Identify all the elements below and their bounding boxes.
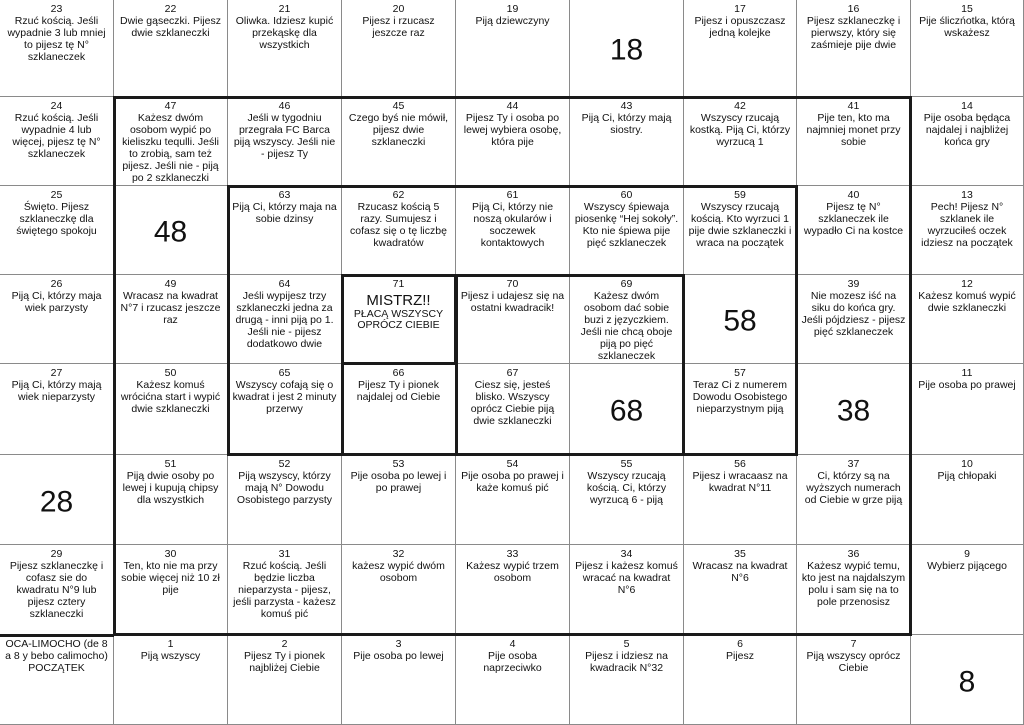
square-instruction: Każesz wypić temu, kto jest na najdalszym polu i sam się na to pole przenosisz (801, 560, 906, 608)
square-instruction: Pije osoba naprzeciwko (483, 650, 542, 674)
square-number: 2 (281, 638, 288, 650)
board-square-23 (0, 0, 114, 97)
square-number: 63 (278, 189, 291, 201)
square-number: 56 (734, 458, 746, 470)
square-number-large: 58 (723, 304, 757, 338)
square-instruction: Święto. Pijesz szklaneczkę dla świętego spokoju (16, 201, 97, 237)
square-number: 45 (392, 100, 405, 112)
board-square-65 (228, 364, 342, 455)
square-instruction: Wracasz na kwadrat N°7 i rzucasz jeszcze raz (120, 290, 221, 326)
board-square-60 (570, 186, 684, 275)
board-square-57 (684, 364, 797, 455)
square-instruction: Dwie gąseczki. Pijesz dwie szklaneczki (120, 15, 221, 39)
square-number: 20 (392, 3, 405, 15)
square-number: 52 (278, 458, 291, 470)
board-square-9 (911, 545, 1024, 635)
square-number-large: 8 (958, 664, 976, 698)
square-instruction: Pijesz (725, 650, 754, 662)
board-square-69 (570, 275, 684, 364)
board-square-49 (114, 275, 228, 364)
board-square-45 (342, 97, 456, 186)
board-square-28 (0, 455, 114, 545)
square-number: 49 (164, 278, 177, 290)
square-instruction: Piją Ci, którzy maja na sobie dzinsy (232, 201, 337, 225)
square-instruction: Pijesz i udajesz się na ostatni kwadracik! (460, 290, 565, 314)
square-instruction: Wszyscy rzucają kością. Ci, którzy wyrzucą 6 - piją (586, 470, 667, 506)
square-instruction: Pijesz tę N° szklaneczek ile wypadło Ci na kostce (803, 201, 904, 237)
square-instruction: Piją dwie osoby po lewej i kupują chipsy dla wszystkich (122, 470, 219, 506)
square-instruction: Pije osoba po lewej i po prawej (350, 470, 447, 494)
square-number-large: 38 (836, 394, 871, 428)
square-number: 64 (278, 278, 291, 290)
square-number-large: 68 (609, 394, 644, 428)
board-square-24 (0, 97, 114, 186)
board-square-59 (684, 186, 797, 275)
square-instruction: Jeśli w tygodniu przegrała FC Barca piją wszyscy. Jeśli nie - pijesz Ty (233, 112, 336, 160)
board-square-12 (911, 275, 1024, 364)
square-instruction: Piją Ci, którzy maja wiek parzysty (11, 290, 102, 314)
square-instruction: Ci, którzy są na wyższych numerach od Ciebie w grze piją (804, 470, 903, 506)
square-number: 15 (961, 3, 973, 15)
square-number: 34 (620, 548, 633, 560)
square-instruction: Rzucasz kością 5 razy. Sumujesz i cofasz się o tę liczbę kwadratów (350, 201, 447, 249)
square-number: 40 (847, 189, 860, 201)
board-square-22 (114, 0, 228, 97)
square-number: 55 (620, 458, 633, 470)
square-instruction: Każesz dwóm osobom dać sobie buzi z języczkiem. Jeśli nie chcą oboje piją po pięć szklaneczek (580, 290, 673, 362)
square-instruction: Pije osoba po prawej i każe komuś pić (461, 470, 564, 494)
board-square-26 (0, 275, 114, 364)
square-instruction: Wszyscy cofają się o kwadrat i jest 2 minuty przerwy (232, 379, 337, 415)
square-instruction: Wszyscy rzucają kością. Kto wyrzuci 1 pije dwie szklaneczki i wraca na początek (688, 201, 792, 249)
board-square-50 (114, 364, 228, 455)
square-instruction: Pijesz Ty i osoba po lewej wybiera osobę, która pije (463, 112, 562, 148)
square-instruction: Jeśli wypijesz trzy szklaneczki jedna za drugą - inni piją po 1. Jeśli nie - pijesz dodatkowo dwie (235, 290, 334, 350)
square-instruction: Pijesz i rzucasz jeszcze raz (362, 15, 435, 39)
board-square-48 (114, 186, 228, 275)
square-number: 60 (620, 189, 633, 201)
winner-subtitle: PŁACĄ WSZYSCY OPRÓCZ CIEBIE (353, 308, 444, 331)
board-square-68 (570, 364, 684, 455)
board-square-35 (684, 545, 797, 635)
board-square-18 (570, 0, 684, 97)
square-number: 47 (164, 100, 177, 112)
board-square-39 (797, 275, 911, 364)
square-number: 27 (50, 367, 63, 379)
square-number: 13 (961, 189, 973, 201)
board-square-8 (911, 635, 1024, 725)
board-square-34 (570, 545, 684, 635)
board-square-3 (342, 635, 456, 725)
square-number: 70 (506, 278, 519, 290)
square-instruction: Pije osoba po prawej (918, 379, 1016, 391)
square-instruction: Pech! Pijesz N° szklanek ile wyrzuciłeś oczek idziesz na początek (921, 201, 1013, 249)
square-instruction: Piją dziewczyny (475, 15, 550, 27)
board-square-6 (684, 635, 797, 725)
board-square-70 (456, 275, 570, 364)
square-instruction: Wracasz na kwadrat N°6 (692, 560, 788, 584)
square-instruction: Ciesz się, jesteś blisko. Wszyscy oprócz Ciebie piją dwie szklaneczki (470, 379, 555, 427)
square-number: 57 (734, 367, 746, 379)
square-number: 12 (961, 278, 973, 290)
square-number: 69 (620, 278, 633, 290)
square-number: 6 (737, 638, 743, 650)
square-instruction: Nie mozesz iść na siku do końca gry. Jeśli pójdziesz - pijesz pięć szklaneczek (801, 290, 906, 338)
board-square-17 (684, 0, 797, 97)
square-number: 14 (961, 100, 973, 112)
board-square-20 (342, 0, 456, 97)
square-number: 21 (278, 3, 291, 15)
square-instruction: Każesz wypić trzem osobom (466, 560, 559, 584)
square-number: 41 (847, 100, 860, 112)
square-number: 36 (847, 548, 860, 560)
square-instruction: każesz wypić dwóm osobom (352, 560, 445, 584)
square-instruction: Pijesz szklaneczkę i pierwszy, który się zaśmieje pije dwie (806, 15, 901, 51)
board-square-16 (797, 0, 911, 97)
winner-title: MISTRZ!! (366, 292, 431, 309)
square-instruction: Piją wszyscy, którzy mają N° Dowodu Osobistego parzysty (236, 470, 333, 506)
square-instruction: Piją Ci, którzy mają siostry. (581, 112, 672, 136)
square-number: 11 (961, 367, 973, 379)
square-number: 17 (734, 3, 746, 15)
square-instruction: Pijesz Ty i pionek najbliżej Ciebie (244, 650, 325, 674)
square-instruction: Oliwka. Idziesz kupić przekąskę dla wszystkich (235, 15, 334, 51)
board-square-5 (570, 635, 684, 725)
square-number: 35 (734, 548, 746, 560)
square-number: 37 (847, 458, 860, 470)
board-square-41 (797, 97, 911, 186)
square-number: 31 (278, 548, 291, 560)
square-number: 7 (850, 638, 857, 650)
square-instruction: Piją Ci, którzy nie noszą okularów i soczewek kontaktowych (471, 201, 554, 249)
board-square-25 (0, 186, 114, 275)
board-square-42 (684, 97, 797, 186)
board-square-56 (684, 455, 797, 545)
square-number: 67 (506, 367, 519, 379)
board-square-13 (911, 186, 1024, 275)
square-number: 33 (506, 548, 519, 560)
square-instruction: Pijesz i opuszczasz jedną kolejke (694, 15, 786, 39)
square-number: 3 (395, 638, 402, 650)
square-instruction: Każesz komuś wrócićna start i wypić dwie szklaneczki (120, 379, 221, 415)
square-instruction: Piją Ci, którzy mają wiek nieparzysty (11, 379, 102, 403)
square-instruction: Ten, kto nie ma przy sobie więcej niż 10 zł pije (121, 560, 220, 596)
square-number-large: 18 (609, 33, 644, 67)
board-square-38 (797, 364, 911, 455)
square-number: 54 (506, 458, 519, 470)
square-instruction: Wszyscy śpiewaja piosenkę “Hej sokoły”. Kto nie śpiewa pije pięć szklaneczek (574, 201, 679, 249)
square-number: 61 (506, 189, 519, 201)
square-number: 29 (50, 548, 63, 560)
square-instruction: Piją wszyscy oprócz Ciebie (806, 650, 901, 674)
board-square-start (0, 635, 114, 725)
square-instruction: Wybierz pijącego (927, 560, 1007, 572)
square-number: 59 (734, 189, 746, 201)
square-instruction: Pijesz i każesz komuś wracać na kwadrat N°6 (575, 560, 678, 596)
board-square-66 (342, 364, 456, 455)
square-number: 32 (392, 548, 405, 560)
square-number: 50 (164, 367, 177, 379)
square-number: 44 (506, 100, 519, 112)
square-instruction: Każesz dwóm osobom wypić po kieliszku tequlli. Jeśli to zrobią, sam też pijesz. Jeśli nie - piją po 2 szklaneczki (122, 112, 219, 184)
board-square-37 (797, 455, 911, 545)
square-number: 9 (964, 548, 970, 560)
square-instruction: Pije ten, kto ma najmniej monet przy sobie (806, 112, 901, 148)
square-instruction: Piją wszyscy (140, 650, 201, 662)
board-square-29 (0, 545, 114, 635)
square-instruction: Pijesz szklaneczkę i cofasz sie do kwadratu N°9 lub pijesz cztery szklaneczki (9, 560, 104, 620)
board-square-43 (570, 97, 684, 186)
board-square-11 (911, 364, 1024, 455)
square-number: 5 (623, 638, 630, 650)
square-number: 23 (50, 3, 63, 15)
board-square-54 (456, 455, 570, 545)
square-instruction: OCA-LIMOCHO (de 8 a 8 y bebo calimocho) POCZĄTEK (5, 638, 108, 674)
square-number: 1 (167, 638, 174, 650)
square-number: 53 (392, 458, 405, 470)
square-number: 66 (392, 367, 405, 379)
board-square-19 (456, 0, 570, 97)
board-square-21 (228, 0, 342, 97)
square-instruction: Wszyscy rzucają kostką. Piją Ci, którzy wyrzucą 1 (689, 112, 791, 148)
board-square-14 (911, 97, 1024, 186)
square-number: 51 (164, 458, 177, 470)
square-instruction: Rzuć kością. Jeśli wypadnie 4 lub więcej, pijesz tę N° szklaneczek (12, 112, 101, 160)
square-number: 25 (50, 189, 63, 201)
board-square-51 (114, 455, 228, 545)
board-square-55 (570, 455, 684, 545)
square-instruction: Pije osoba będąca najdalej i najbliżej końca gry (923, 112, 1011, 148)
square-number: 62 (392, 189, 405, 201)
square-instruction: Pijesz i wracaasz na kwadrat N°11 (692, 470, 788, 494)
board-square-32 (342, 545, 456, 635)
square-number: 22 (164, 3, 177, 15)
board-square-33 (456, 545, 570, 635)
square-instruction: Pijesz i idziesz na kwadracik N°32 (585, 650, 668, 674)
square-number: 19 (506, 3, 519, 15)
square-instruction: Piją chłopaki (937, 470, 997, 482)
square-instruction: Czego byś nie mówił, pijesz dwie szklaneczki (348, 112, 449, 148)
square-instruction: Rzuć kością. Jeśli wypadnie 3 lub mniej to pijesz tę N° szklaneczek (7, 15, 106, 63)
square-instruction: Pije śliczńotka, którą wskażesz (919, 15, 1015, 39)
square-number: 65 (278, 367, 291, 379)
square-instruction: Rzuć kością. Jeśli będzie liczba nieparzysta - pijesz, jeśli parzysta - każesz komuś pić (233, 560, 336, 620)
board-square-53 (342, 455, 456, 545)
board-square-1 (114, 635, 228, 725)
board-square-27 (0, 364, 114, 455)
board-square-46 (228, 97, 342, 186)
square-number: 4 (509, 638, 516, 650)
board-square-44 (456, 97, 570, 186)
board-square-7 (797, 635, 911, 725)
board-square-67 (456, 364, 570, 455)
board-square-4 (456, 635, 570, 725)
square-number: 16 (847, 3, 860, 15)
board-square-2 (228, 635, 342, 725)
square-number: 46 (278, 100, 291, 112)
square-number: 71 (392, 278, 405, 290)
square-instruction: Teraz Ci z numerem Dowodu Osobistego nieparzystnym piją (692, 379, 788, 415)
board-square-30 (114, 545, 228, 635)
board-square-64 (228, 275, 342, 364)
board-square-36 (797, 545, 911, 635)
board-square-15 (911, 0, 1024, 97)
board-square-52 (228, 455, 342, 545)
square-number: 26 (50, 278, 63, 290)
board-square-47 (114, 97, 228, 186)
square-number: 30 (164, 548, 177, 560)
board-square-31 (228, 545, 342, 635)
square-instruction: Pijesz Ty i pionek najdalej od Ciebie (356, 379, 441, 403)
board-square-61 (456, 186, 570, 275)
board-square-58 (684, 275, 797, 364)
square-instruction: Pije osoba po lewej (353, 650, 444, 662)
square-number: 43 (620, 100, 633, 112)
board-square-63 (228, 186, 342, 275)
square-instruction: Każesz komuś wypić dwie szklaneczki (918, 290, 1016, 314)
square-number: 10 (961, 458, 973, 470)
square-number-large: 28 (39, 484, 74, 518)
board-square-40 (797, 186, 911, 275)
board-square-62 (342, 186, 456, 275)
board-square-71 (342, 275, 456, 364)
square-number: 39 (847, 278, 860, 290)
square-number: 24 (50, 100, 63, 112)
board-square-10 (911, 455, 1024, 545)
square-number-large: 48 (153, 215, 188, 249)
square-number: 42 (734, 100, 746, 112)
